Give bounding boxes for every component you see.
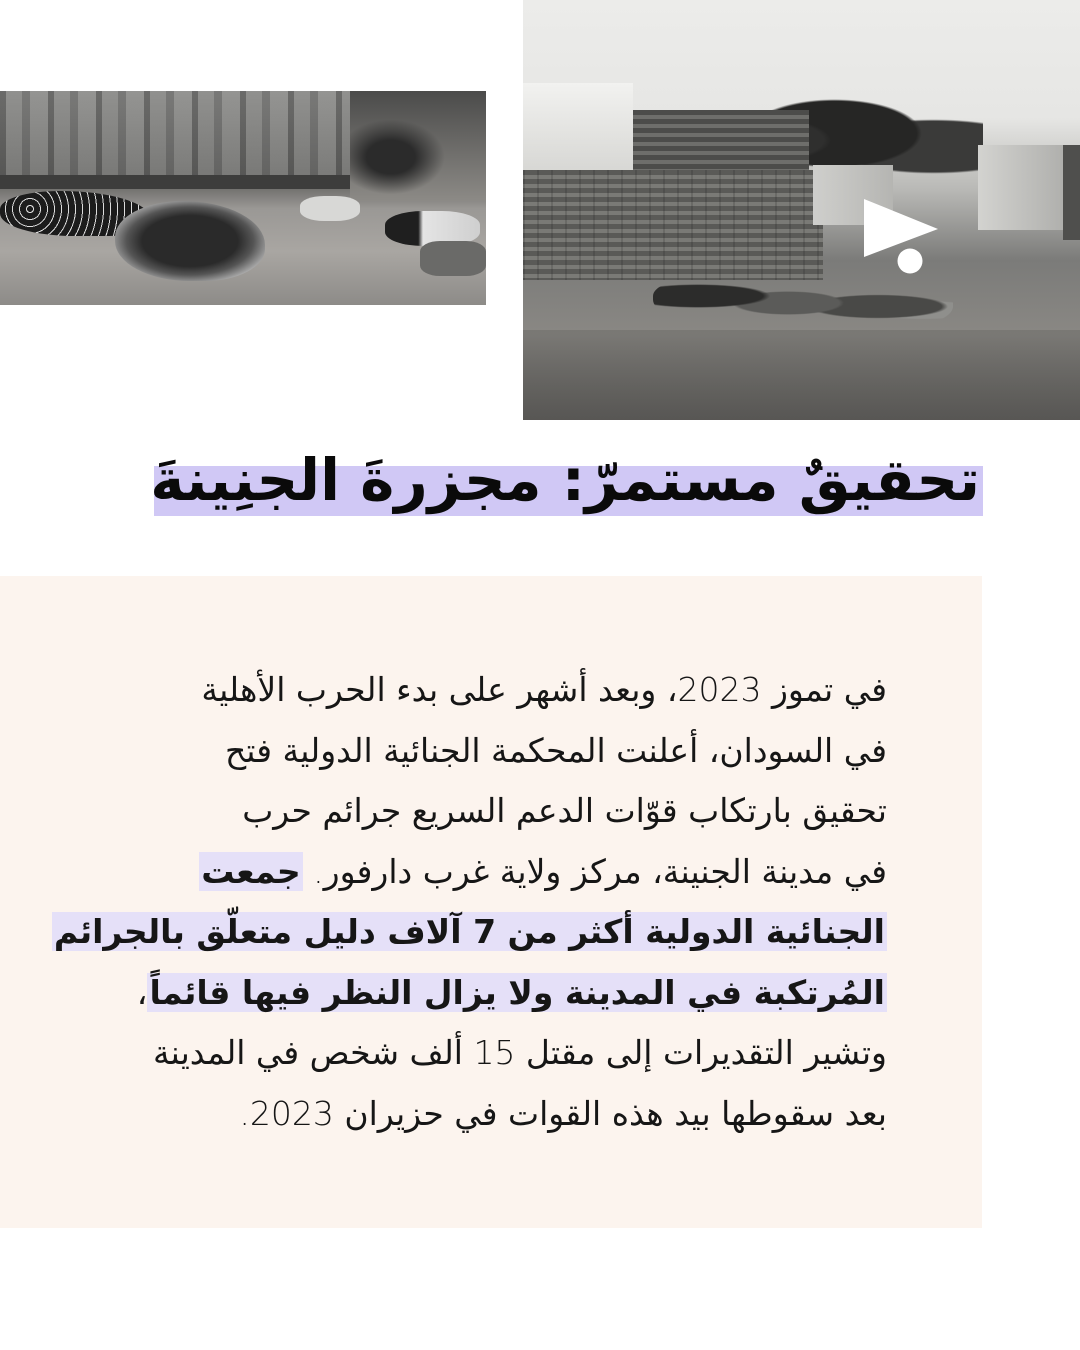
photo-debris [350, 91, 486, 201]
body-line [97, 1084, 887, 1145]
body-text: بعد سقوطها بيد هذه القوات في حزيران 2023. [239, 1093, 887, 1133]
highlighted-text: جمعت [201, 851, 301, 891]
body-line [97, 842, 887, 903]
body-line [97, 963, 887, 1024]
photo-cloth [420, 241, 486, 276]
page-title: تحقيقٌ مستمرّ: مجزرةَ الجنِينةَ [150, 446, 980, 514]
photo-covered-body [115, 201, 265, 281]
body-text: في السودان، أعلنت المحكمة الجنائية الدولية فتح [224, 730, 887, 770]
photo-right-wall [978, 145, 1063, 230]
body-line [97, 781, 887, 842]
body-text: في تموز 2023، وبعد أشهر على بدء الحرب الأهلية [201, 670, 887, 709]
photo-house [523, 83, 633, 175]
article-body [53, 660, 887, 1144]
photo-aftermath-left [0, 91, 486, 305]
photo-ground [523, 330, 1080, 420]
play-icon[interactable] [864, 199, 940, 275]
highlighted-text: المُرتكبة في المدينة ولا يزال النظر فيها قائماً [149, 972, 885, 1012]
body-line [97, 660, 887, 721]
body-line [53, 902, 887, 963]
photo-cloth [300, 196, 360, 221]
highlighted-text: الجنائية الدولية أكثر من 7 آلاف دليل متعلّق بالجرائم [53, 912, 885, 951]
body-text: في مدينة الجنينة، مركز ولاية غرب دارفور. [302, 851, 887, 891]
photo-brick-wall [523, 170, 823, 280]
video-thumbnail-street[interactable] [523, 0, 1080, 420]
photo-wall-base [0, 175, 350, 189]
body-line [97, 1023, 887, 1084]
photo-bodies [653, 268, 953, 338]
body-text: وتشير التقديرات إلى مقتل 15 ألف شخص في المدينة [152, 1033, 887, 1072]
body-text: ، [136, 972, 148, 1012]
body-text: تحقيق بارتكاب قوّات الدعم السريع جرائم حرب [242, 791, 887, 830]
body-line [97, 721, 887, 782]
photo-right-brick [1063, 145, 1080, 240]
photo-wall [0, 91, 350, 179]
